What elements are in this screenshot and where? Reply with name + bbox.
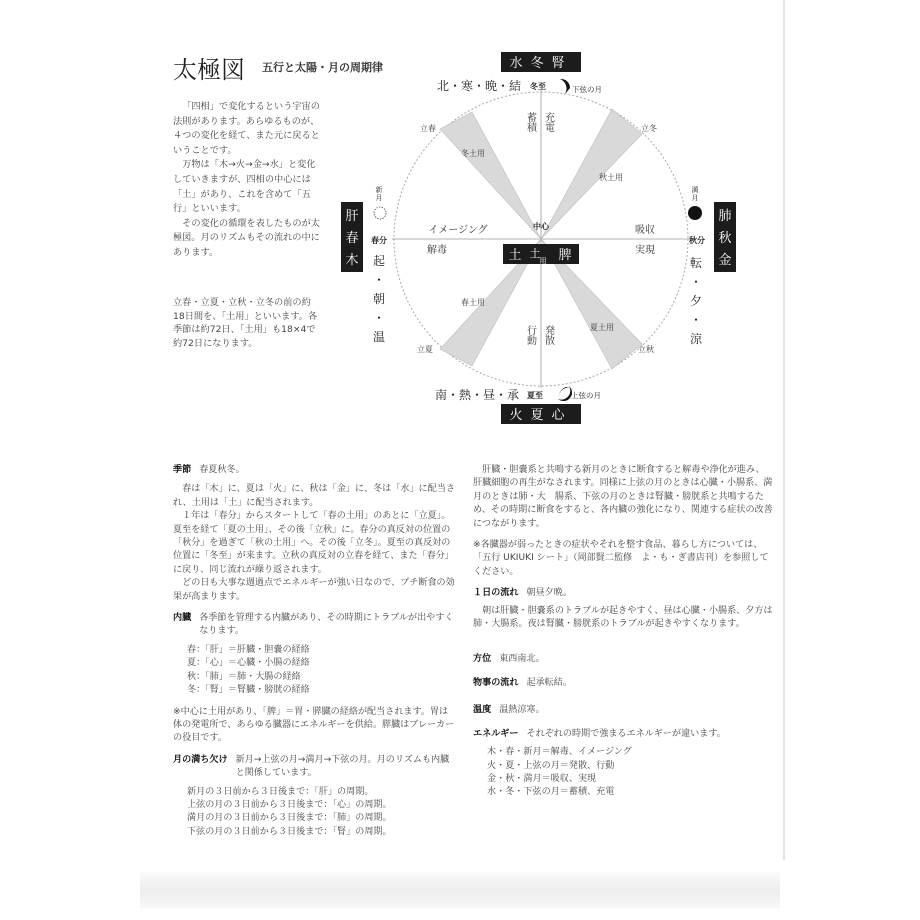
left-column [173, 464, 455, 839]
right-column [473, 464, 773, 800]
season-heading-row [173, 464, 455, 477]
wedge-label-ne: 秋土用 [599, 173, 623, 182]
flow-row [473, 677, 773, 690]
moon-top: 下弦の月 [572, 85, 602, 94]
center-box-left: 土 [508, 248, 522, 263]
right-note: ※各臓器が弱ったときの症状やそれを整す食品、暮らし方については、「五行 UKIUKI シート」（岡部賢二監修 よ・も・ぎ書店刊）を参照してください。 [473, 540, 769, 577]
season-left: 春分 [371, 236, 387, 245]
season-bottom: 夏至 [527, 391, 543, 400]
corner-label-ne: 立冬 [641, 124, 657, 133]
moon-value: 新月→上弦の月→満月→下弦の月。月のリズムも内臓と関係しています。 [235, 754, 450, 779]
element-box-top-label: 水冬腎 [509, 56, 573, 71]
element-box-left-char: 春 [345, 231, 359, 246]
cycle-right-char: ・ [689, 275, 703, 289]
doyo-note: 立春・立夏・立秋・立冬の前の約18日間を、「土用」といいます。各季節は約72日、「土用」も18×4で約72日になります。 [173, 297, 318, 349]
cycle-right-char: 転 [689, 256, 703, 270]
cycle-left-char: ・ [372, 311, 386, 325]
inner-top-a: 蓄積 [524, 112, 536, 132]
element-box-right-char: 肺 [718, 209, 732, 224]
list-item: 上弦の月の３日前から３日後まで：「心」の周期。 [187, 799, 392, 810]
energy-heading: エネルギー [473, 728, 519, 739]
corner-label-nw: 立春 [420, 124, 436, 133]
direction-value: 東西南北。 [499, 654, 545, 665]
center-box-mid-small: 用 [539, 257, 547, 265]
season-heading: 季節 [173, 465, 192, 475]
cycle-right-char: 夕 [689, 294, 703, 308]
wedge-label-nw: 冬土用 [461, 149, 485, 158]
corner-label-se: 立秋 [638, 345, 654, 354]
day-value: 朝昼夕晩。 [526, 588, 572, 599]
list-item: 金・秋・満月＝吸収、実現 [487, 773, 597, 784]
center-box-mid: 土 [529, 247, 541, 260]
center-box-right: 脾 [558, 248, 572, 263]
element-box-bottom-label: 火夏心 [509, 408, 573, 423]
intro-paragraph: 万物は「木→火→金→水」と変化していきますが、四相の中心には「土」があり、これを含めて「五行」といいます。 [173, 159, 316, 215]
list-item: 新月の３日前から３日後まで：「肝」の周期。 [187, 786, 374, 797]
moon-list [173, 786, 455, 840]
list-item: 冬：「腎」＝腎臓・膀胱の経絡 [187, 685, 310, 696]
center-note: ※中心に土用があり、「脾」＝胃・膵臓の経絡が配当されます。胃は体の発電所で、あらゆる臓器にエネルギーを供給。膵臓はブレーカーの役目です。 [173, 706, 455, 744]
inner-left-a: イメージング [428, 225, 488, 236]
season-paragraphs [173, 483, 455, 604]
inner-top-b: 充電 [542, 112, 554, 132]
direction-row [473, 653, 773, 666]
page-subtitle: 五行と太陽・月の周期律 [262, 61, 383, 74]
moon-heading-row [173, 754, 455, 781]
cycle-right-char: 涼 [689, 332, 703, 346]
moon-heading: 月の満ち欠け [173, 754, 228, 765]
full-moon-icon [688, 206, 702, 220]
list-item: 水・冬・下弦の月＝蓄積、充電 [487, 787, 615, 798]
list-item: 満月の月の３日前から３日後まで：「肺」の周期。 [187, 813, 392, 824]
moon-left-label-1: 新 [375, 186, 383, 194]
inner-bottom-b: 発散 [542, 325, 554, 345]
season-top: 冬至 [530, 82, 546, 91]
inner-left-b: 解毒 [427, 245, 447, 256]
moon-right-label-1: 満 [691, 186, 699, 194]
moon-right-label-2: 月 [691, 194, 699, 202]
temp-heading: 温度 [473, 705, 492, 716]
new-moon-icon [374, 207, 386, 219]
page-title: 太極図 [173, 56, 245, 84]
moon-left-label-2: 月 [375, 194, 383, 202]
organ-value: 各季節を管理する内臓があり、その時期にトラブルが出やすくなります。 [199, 613, 454, 637]
inner-bottom-a: 行動 [524, 325, 536, 345]
energy-list [473, 746, 773, 800]
cycle-left-char: 起 [372, 254, 386, 268]
day-text: 朝は肝臓・胆嚢系のトラブルが起きやすく、昼は心臓・小腸系、夕方は肺・大腸系。夜は腎臓・膀胱系のトラブルが起きやすくなります。 [473, 605, 773, 630]
cycle-left-char: ・ [372, 273, 386, 287]
cycle-left-char: 朝 [372, 292, 386, 306]
day-heading-row [473, 587, 773, 600]
season-value: 春夏秋冬。 [199, 465, 245, 475]
temp-row [473, 704, 773, 717]
wedge-ne [541, 109, 642, 239]
list-item: 木・春・新月＝解毒、イメージング [487, 747, 632, 758]
element-box-left-char: 肝 [345, 209, 359, 224]
cycle-bottom: 南・熱・昼・承 [434, 388, 520, 402]
energy-value: それぞれの時期で強まるエネルギーが違います。 [526, 728, 726, 739]
energy-row [473, 728, 773, 741]
list-item: 秋：「肺」＝肺・大腸の経絡 [187, 671, 301, 682]
temp-value: 温熱涼寒。 [499, 705, 545, 716]
flow-heading: 物事の流れ [473, 677, 519, 688]
organ-list [173, 644, 455, 698]
intro-paragraph: その変化の循環を表したものが太極図。月のリズムもその流れの中にあります。 [173, 217, 320, 258]
season-paragraph: １年は「春分」からスタートして「春の土用」のあとに「立夏」。夏至を経て「夏の土用」、その後「立秋」に。春分の真反対の位置の「秋分」を過ぎて「秋の土用」へ。その後「立冬」。夏至の真反対の位置に「冬至」が来ます。立秋の真反対の立春を経て、また「春分」に戻り、同じ流れが繰り返されます。 [173, 511, 454, 575]
inner-right-a: 吸収 [635, 225, 655, 236]
moon-bottom: 上弦の月 [571, 391, 601, 400]
list-item: 下弦の月の３日前から３日後まで：「腎」の周期。 [187, 826, 392, 837]
corner-label-sw: 立夏 [417, 345, 433, 354]
wedge-label-se: 夏土用 [590, 323, 614, 332]
wedge-label-sw: 春土用 [461, 298, 485, 307]
direction-heading: 方位 [473, 654, 492, 665]
organ-heading-row [173, 612, 455, 639]
inner-right-b: 実現 [635, 245, 655, 256]
element-box-left-char: 木 [345, 253, 359, 268]
list-item: 春：「肝」＝肝臓・胆嚢の経絡 [187, 644, 310, 655]
right-intro: 肝臓・胆嚢系と共鳴する新月のときに断食すると解毒や浄化が進み、肝臓細胞の再生がなされます。同様に上弦の月のときは心臓・小腸系、満月のときは肺・大 腸系、下弦の月のときは腎臓・膀胱系と共鳴するため、その時期に断食をすると、各内臓の強化になり、関連する症状の改善につながります。 [473, 465, 773, 529]
flow-value: 起承転結。 [526, 677, 572, 688]
season-paragraph: どの日も大事な週過点でエネルギーが強い日なので、プチ断食の効果が高まります。 [173, 578, 455, 602]
intro-paragraph: 「四相」で変化するという宇宙の法則があります。あらゆるものが、４つの変化を経て、また元に戻るということです。 [173, 101, 320, 156]
season-right: 秋分 [689, 236, 705, 245]
list-item: 夏：「心」＝心臓・小腸の経絡 [187, 658, 310, 669]
day-heading: １日の流れ [473, 588, 519, 599]
cycle-right-char: ・ [689, 313, 703, 327]
organ-heading: 内臓 [173, 613, 192, 624]
cycle-left-char: 温 [372, 330, 386, 344]
scan-edge-bottom [140, 872, 780, 908]
season-paragraph: 春は「木」に、夏は「火」に、秋は「金」に、冬は「水」に配当され、土用は「土」に配当されます。 [173, 484, 455, 508]
center-label: 中心 [533, 222, 549, 231]
waning-moon-icon [560, 79, 570, 95]
list-item: 火・夏・上弦の月＝発散、行動 [487, 760, 615, 771]
waxing-moon-icon [558, 386, 572, 401]
element-box-right-char: 秋 [718, 231, 732, 246]
cycle-top: 北・寒・晩・結 [436, 79, 522, 93]
element-box-right-char: 金 [718, 253, 732, 268]
